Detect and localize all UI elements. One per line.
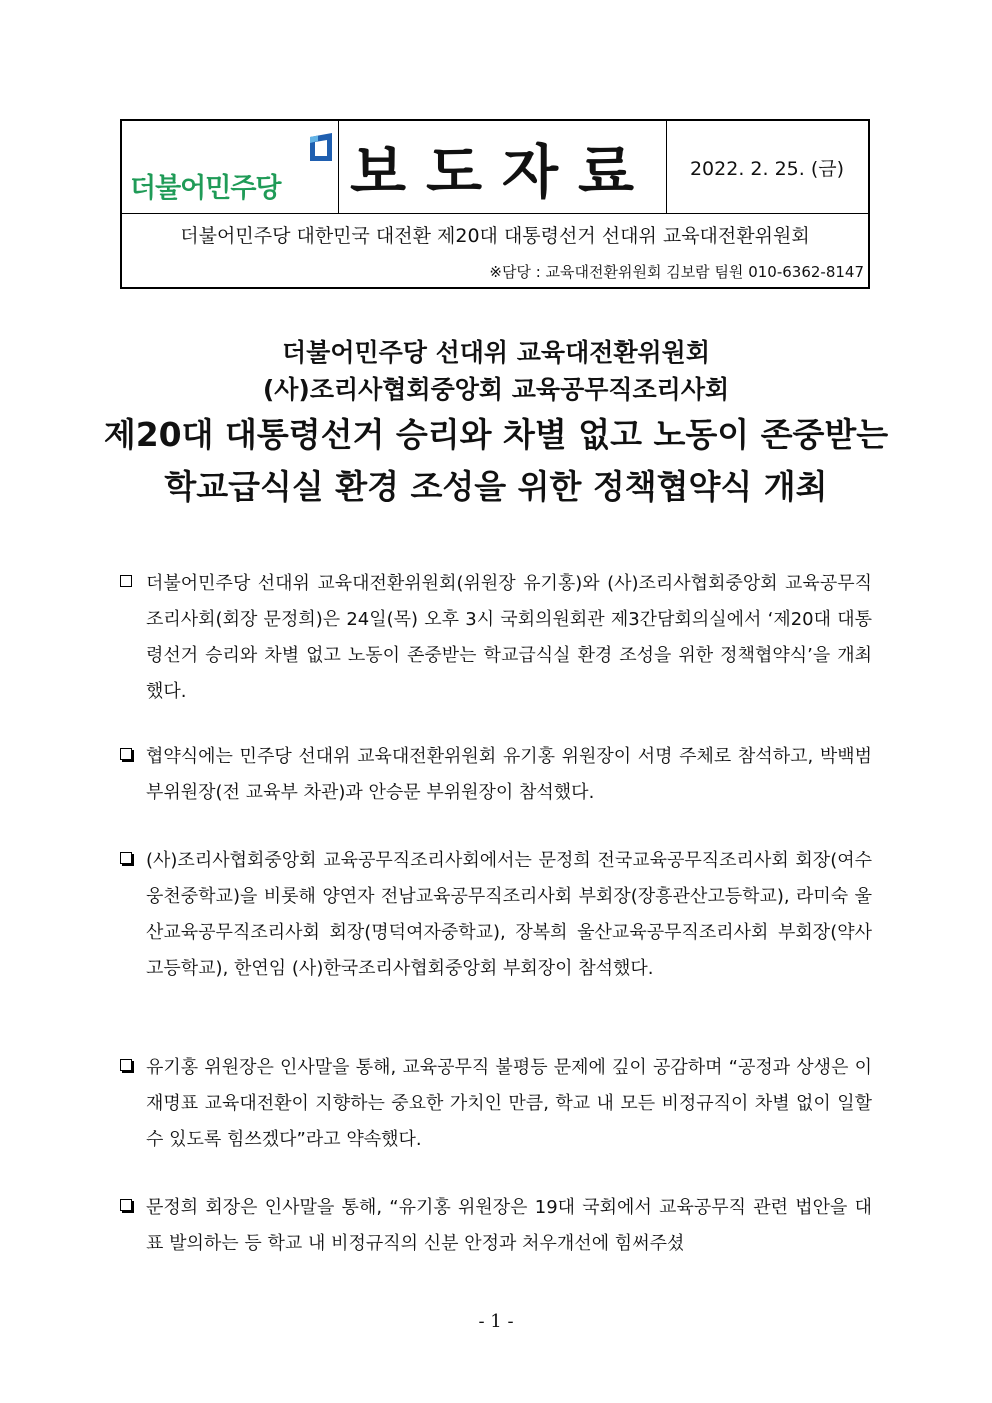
paragraph-5	[120, 1190, 872, 1262]
paragraph-2	[120, 739, 872, 811]
paragraph-3	[120, 843, 872, 987]
logo-text: 더불어민주당	[130, 173, 281, 204]
checkbox-bullet-icon	[120, 575, 132, 587]
organization-name: 더불어민주당 대한민국 대전환 제20대 대통령선거 선대위 교육대전환위원회	[180, 225, 810, 247]
paragraph-text: 더불어민주당 선대위 교육대전환위원회(위원장 유기홍)와 (사)조리사협회중앙회 교육공무직조리사회(회장 문정희)은 24일(목) 오후 3시 국회의원회관 제3간담회의실에서 ‘제20대 대통령선거 승리와 차별 없고 노동이 존중받는 학교급식실 환경 조성을 위한 정책협약식’을 개최했다.	[146, 573, 872, 702]
paragraph-text: 협약식에는 민주당 선대위 교육대전환위원회 유기홍 위원장이 서명 주체로 참석하고, 박백범 부위원장(전 교육부 차관)과 안승문 부위원장이 참석했다.	[146, 746, 872, 803]
page-number: - 1 -	[478, 1311, 514, 1332]
checkbox-bullet-icon	[120, 1199, 132, 1211]
paragraph-4	[120, 1050, 872, 1158]
party-flag-icon	[308, 131, 334, 165]
headline-line-4: 학교급식실 환경 조성을 위한 정책협약식 개최	[164, 467, 828, 506]
paragraph-1	[120, 566, 872, 710]
party-logo	[122, 121, 339, 213]
checkbox-bullet-icon	[120, 748, 132, 760]
release-date: 2022. 2. 25. (금)	[689, 157, 845, 180]
headline-line-1: 더불어민주당 선대위 교육대전환위원회	[282, 338, 710, 367]
headline-line-2: (사)조리사협회중앙회 교육공무직조리사회	[262, 375, 730, 404]
header-top-row	[122, 121, 868, 214]
checkbox-bullet-icon	[120, 852, 132, 864]
paragraph-text: 유기홍 위원장은 인사말을 통해, 교육공무직 불평등 문제에 깊이 공감하며 “공정과 상생은 이재명표 교육대전환이 지향하는 중요한 가치인 만큼, 학교 내 모든 비정규직이 차별 없이 일할 수 있도록 힘쓰겠다”라고 약속했다.	[146, 1057, 872, 1150]
press-release-header	[120, 119, 870, 289]
headline-line-3: 제20대 대통령선거 승리와 차별 없고 노동이 존중받는	[103, 415, 889, 454]
paragraph-text: (사)조리사협회중앙회 교육공무직조리사회에서는 문정희 전국교육공무직조리사회 회장(여수 웅천중학교)을 비롯해 양연자 전남교육공무직조리사회 부회장(장흥관산고등학교), 라미숙 울산교육공무직조리사회 회장(명덕여자중학교), 장복희 울산교육공무직조리사회 부회장(약사고등학교), 한연임 (사)한국조리사협회중앙회 부회장이 참석했다.	[146, 850, 872, 979]
checkbox-bullet-icon	[120, 1059, 132, 1071]
paragraph-text: 문정희 회장은 인사말을 통해, “유기홍 위원장은 19대 국회에서 교육공무직 관련 법안을 대표 발의하는 등 학교 내 비정규직의 신분 안정과 처우개선에 힘써주셨	[146, 1197, 872, 1254]
document-title: 보도자료	[338, 121, 667, 213]
contact-info: ※담당 : 교육대전환위원회 김보람 팀원 010-6362-8147	[489, 263, 864, 281]
